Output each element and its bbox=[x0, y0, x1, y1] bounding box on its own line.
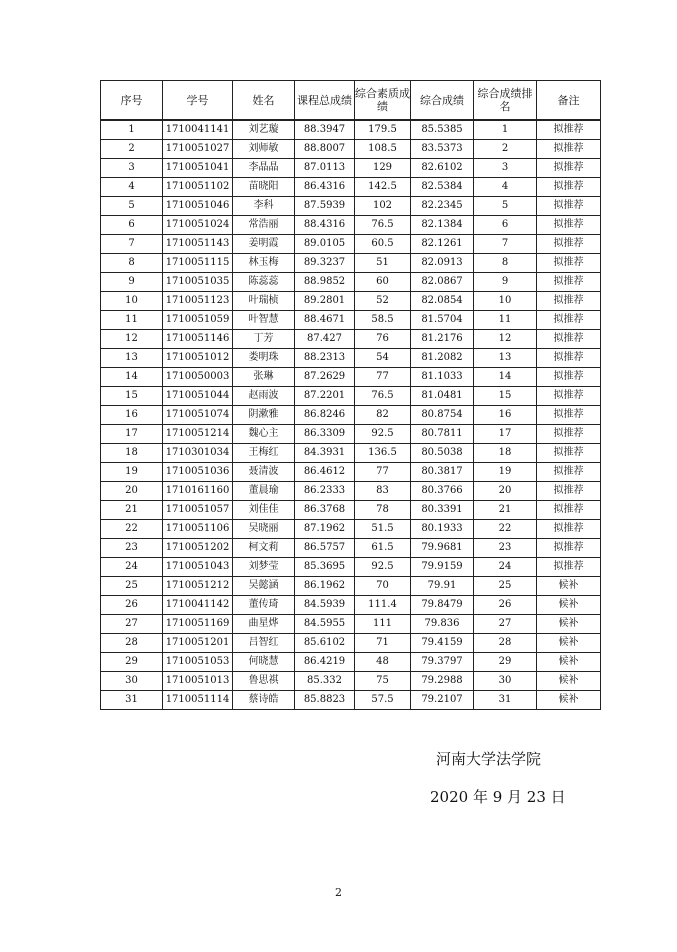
ranking-table bbox=[100, 80, 601, 710]
cell-name: 陈蕊蕊 bbox=[233, 273, 295, 292]
table-row bbox=[101, 406, 601, 425]
cell-serial: 16 bbox=[101, 406, 163, 425]
cell-serial: 31 bbox=[101, 691, 163, 710]
cell-name: 刘梦莹 bbox=[233, 558, 295, 577]
cell-name: 王梅红 bbox=[233, 444, 295, 463]
cell-remarks: 拟推荐 bbox=[537, 120, 601, 140]
cell-remarks: 拟推荐 bbox=[537, 368, 601, 387]
table-row bbox=[101, 387, 601, 406]
cell-student-id: 1710041141 bbox=[163, 120, 233, 140]
table-row bbox=[101, 235, 601, 254]
table-row bbox=[101, 596, 601, 615]
cell-composite-rank: 23 bbox=[474, 539, 537, 558]
cell-composite-rank: 2 bbox=[474, 140, 537, 159]
cell-quality-score: 60.5 bbox=[355, 235, 411, 254]
cell-course-score: 88.3947 bbox=[295, 120, 355, 140]
cell-serial: 7 bbox=[101, 235, 163, 254]
cell-student-id: 1710051106 bbox=[163, 520, 233, 539]
cell-student-id: 1710051013 bbox=[163, 672, 233, 691]
cell-course-score: 86.5757 bbox=[295, 539, 355, 558]
cell-name: 董传琦 bbox=[233, 596, 295, 615]
cell-remarks: 候补 bbox=[537, 634, 601, 653]
cell-name: 吕智红 bbox=[233, 634, 295, 653]
cell-course-score: 84.3931 bbox=[295, 444, 355, 463]
cell-course-score: 86.4219 bbox=[295, 653, 355, 672]
cell-quality-score: 76.5 bbox=[355, 387, 411, 406]
cell-name: 张琳 bbox=[233, 368, 295, 387]
cell-student-id: 1710050003 bbox=[163, 368, 233, 387]
cell-remarks: 拟推荐 bbox=[537, 178, 601, 197]
cell-name: 赵雨波 bbox=[233, 387, 295, 406]
cell-composite-score: 81.0481 bbox=[411, 387, 474, 406]
cell-course-score: 88.2313 bbox=[295, 349, 355, 368]
cell-serial: 29 bbox=[101, 653, 163, 672]
cell-student-id: 1710051044 bbox=[163, 387, 233, 406]
cell-name: 李科 bbox=[233, 197, 295, 216]
cell-remarks: 候补 bbox=[537, 577, 601, 596]
cell-composite-score: 79.836 bbox=[411, 615, 474, 634]
cell-serial: 19 bbox=[101, 463, 163, 482]
cell-remarks: 拟推荐 bbox=[537, 273, 601, 292]
cell-course-score: 87.427 bbox=[295, 330, 355, 349]
cell-composite-rank: 4 bbox=[474, 178, 537, 197]
cell-name: 柯文莉 bbox=[233, 539, 295, 558]
cell-course-score: 86.3309 bbox=[295, 425, 355, 444]
cell-course-score: 86.8246 bbox=[295, 406, 355, 425]
cell-composite-rank: 3 bbox=[474, 159, 537, 178]
cell-name: 吴晓丽 bbox=[233, 520, 295, 539]
table-row bbox=[101, 311, 601, 330]
cell-course-score: 85.3695 bbox=[295, 558, 355, 577]
cell-remarks: 拟推荐 bbox=[537, 197, 601, 216]
table-row bbox=[101, 330, 601, 349]
cell-serial: 1 bbox=[101, 120, 163, 140]
cell-quality-score: 102 bbox=[355, 197, 411, 216]
cell-composite-score: 80.3391 bbox=[411, 501, 474, 520]
cell-quality-score: 71 bbox=[355, 634, 411, 653]
cell-student-id: 1710051214 bbox=[163, 425, 233, 444]
page-number: 2 bbox=[335, 886, 342, 899]
cell-composite-rank: 16 bbox=[474, 406, 537, 425]
cell-name: 李晶晶 bbox=[233, 159, 295, 178]
cell-remarks: 拟推荐 bbox=[537, 501, 601, 520]
cell-name: 鲁思祺 bbox=[233, 672, 295, 691]
cell-quality-score: 61.5 bbox=[355, 539, 411, 558]
cell-composite-rank: 10 bbox=[474, 292, 537, 311]
cell-composite-score: 80.8754 bbox=[411, 406, 474, 425]
cell-composite-rank: 28 bbox=[474, 634, 537, 653]
cell-serial: 12 bbox=[101, 330, 163, 349]
cell-quality-score: 111.4 bbox=[355, 596, 411, 615]
cell-serial: 25 bbox=[101, 577, 163, 596]
cell-composite-score: 82.6102 bbox=[411, 159, 474, 178]
cell-course-score: 87.2201 bbox=[295, 387, 355, 406]
cell-name: 刘佳佳 bbox=[233, 501, 295, 520]
cell-name: 刘艺璇 bbox=[233, 120, 295, 140]
cell-quality-score: 70 bbox=[355, 577, 411, 596]
table-row bbox=[101, 292, 601, 311]
cell-course-score: 86.2333 bbox=[295, 482, 355, 501]
cell-student-id: 1710051143 bbox=[163, 235, 233, 254]
cell-remarks: 拟推荐 bbox=[537, 520, 601, 539]
cell-remarks: 候补 bbox=[537, 596, 601, 615]
header-remarks: 备注 bbox=[537, 81, 601, 121]
cell-composite-rank: 19 bbox=[474, 463, 537, 482]
header-course-score: 课程总成绩 bbox=[295, 81, 355, 121]
cell-serial: 18 bbox=[101, 444, 163, 463]
cell-composite-score: 80.3817 bbox=[411, 463, 474, 482]
cell-serial: 2 bbox=[101, 140, 163, 159]
cell-name: 董晨瑜 bbox=[233, 482, 295, 501]
cell-composite-rank: 17 bbox=[474, 425, 537, 444]
table-row bbox=[101, 672, 601, 691]
cell-name: 吴懿涵 bbox=[233, 577, 295, 596]
cell-course-score: 87.2629 bbox=[295, 368, 355, 387]
cell-course-score: 87.1962 bbox=[295, 520, 355, 539]
cell-remarks: 拟推荐 bbox=[537, 159, 601, 178]
cell-name: 聂清波 bbox=[233, 463, 295, 482]
cell-quality-score: 77 bbox=[355, 368, 411, 387]
cell-remarks: 拟推荐 bbox=[537, 292, 601, 311]
cell-name: 刘师敏 bbox=[233, 140, 295, 159]
cell-remarks: 拟推荐 bbox=[537, 349, 601, 368]
cell-student-id: 1710051202 bbox=[163, 539, 233, 558]
cell-composite-score: 82.1384 bbox=[411, 216, 474, 235]
table-row bbox=[101, 463, 601, 482]
cell-remarks: 拟推荐 bbox=[537, 235, 601, 254]
cell-student-id: 1710051053 bbox=[163, 653, 233, 672]
cell-student-id: 1710051115 bbox=[163, 254, 233, 273]
cell-composite-rank: 21 bbox=[474, 501, 537, 520]
cell-course-score: 89.0105 bbox=[295, 235, 355, 254]
cell-remarks: 候补 bbox=[537, 653, 601, 672]
cell-student-id: 1710051059 bbox=[163, 311, 233, 330]
table-row bbox=[101, 577, 601, 596]
cell-composite-score: 79.2988 bbox=[411, 672, 474, 691]
cell-serial: 8 bbox=[101, 254, 163, 273]
cell-serial: 11 bbox=[101, 311, 163, 330]
cell-course-score: 86.4316 bbox=[295, 178, 355, 197]
cell-student-id: 1710051027 bbox=[163, 140, 233, 159]
cell-composite-rank: 18 bbox=[474, 444, 537, 463]
cell-composite-rank: 1 bbox=[474, 120, 537, 140]
cell-remarks: 候补 bbox=[537, 615, 601, 634]
cell-student-id: 1710051146 bbox=[163, 330, 233, 349]
cell-serial: 5 bbox=[101, 197, 163, 216]
cell-composite-score: 81.5704 bbox=[411, 311, 474, 330]
cell-remarks: 拟推荐 bbox=[537, 539, 601, 558]
cell-serial: 20 bbox=[101, 482, 163, 501]
cell-composite-score: 79.4159 bbox=[411, 634, 474, 653]
cell-composite-score: 79.91 bbox=[411, 577, 474, 596]
cell-composite-rank: 25 bbox=[474, 577, 537, 596]
cell-serial: 10 bbox=[101, 292, 163, 311]
cell-serial: 26 bbox=[101, 596, 163, 615]
cell-composite-score: 82.5384 bbox=[411, 178, 474, 197]
cell-serial: 9 bbox=[101, 273, 163, 292]
header-composite-rank: 综合成绩排名 bbox=[474, 81, 537, 121]
cell-name: 何晓慧 bbox=[233, 653, 295, 672]
cell-quality-score: 129 bbox=[355, 159, 411, 178]
table-row bbox=[101, 368, 601, 387]
cell-student-id: 1710051114 bbox=[163, 691, 233, 710]
cell-remarks: 拟推荐 bbox=[537, 482, 601, 501]
cell-course-score: 84.5955 bbox=[295, 615, 355, 634]
table-row bbox=[101, 254, 601, 273]
table-row bbox=[101, 120, 601, 140]
cell-composite-score: 80.5038 bbox=[411, 444, 474, 463]
cell-student-id: 1710301034 bbox=[163, 444, 233, 463]
cell-quality-score: 92.5 bbox=[355, 558, 411, 577]
cell-composite-rank: 14 bbox=[474, 368, 537, 387]
cell-student-id: 1710051074 bbox=[163, 406, 233, 425]
cell-name: 林玉梅 bbox=[233, 254, 295, 273]
organization-name: 河南大学法学院 bbox=[436, 750, 542, 768]
table-row bbox=[101, 558, 601, 577]
cell-composite-score: 80.1933 bbox=[411, 520, 474, 539]
cell-course-score: 85.6102 bbox=[295, 634, 355, 653]
cell-name: 姜明霞 bbox=[233, 235, 295, 254]
table-row bbox=[101, 539, 601, 558]
cell-composite-score: 82.0867 bbox=[411, 273, 474, 292]
cell-composite-rank: 15 bbox=[474, 387, 537, 406]
cell-remarks: 拟推荐 bbox=[537, 140, 601, 159]
cell-serial: 6 bbox=[101, 216, 163, 235]
cell-serial: 24 bbox=[101, 558, 163, 577]
table-row bbox=[101, 520, 601, 539]
cell-quality-score: 76.5 bbox=[355, 216, 411, 235]
table-row bbox=[101, 691, 601, 710]
cell-student-id: 1710051201 bbox=[163, 634, 233, 653]
cell-composite-rank: 22 bbox=[474, 520, 537, 539]
cell-student-id: 1710161160 bbox=[163, 482, 233, 501]
cell-remarks: 拟推荐 bbox=[537, 216, 601, 235]
cell-quality-score: 54 bbox=[355, 349, 411, 368]
table-header-row bbox=[101, 81, 601, 121]
cell-composite-score: 79.3797 bbox=[411, 653, 474, 672]
cell-remarks: 候补 bbox=[537, 672, 601, 691]
cell-student-id: 1710051043 bbox=[163, 558, 233, 577]
cell-course-score: 87.0113 bbox=[295, 159, 355, 178]
cell-serial: 27 bbox=[101, 615, 163, 634]
table-row bbox=[101, 425, 601, 444]
cell-remarks: 拟推荐 bbox=[537, 311, 601, 330]
cell-composite-rank: 29 bbox=[474, 653, 537, 672]
cell-student-id: 1710041142 bbox=[163, 596, 233, 615]
cell-student-id: 1710051102 bbox=[163, 178, 233, 197]
cell-remarks: 拟推荐 bbox=[537, 406, 601, 425]
cell-composite-rank: 11 bbox=[474, 311, 537, 330]
cell-composite-rank: 24 bbox=[474, 558, 537, 577]
cell-remarks: 拟推荐 bbox=[537, 444, 601, 463]
cell-quality-score: 108.5 bbox=[355, 140, 411, 159]
cell-serial: 23 bbox=[101, 539, 163, 558]
table-row bbox=[101, 140, 601, 159]
header-serial: 序号 bbox=[101, 81, 163, 121]
cell-quality-score: 58.5 bbox=[355, 311, 411, 330]
cell-remarks: 拟推荐 bbox=[537, 558, 601, 577]
table-body bbox=[101, 120, 601, 710]
cell-course-score: 86.3768 bbox=[295, 501, 355, 520]
cell-composite-score: 80.7811 bbox=[411, 425, 474, 444]
cell-serial: 15 bbox=[101, 387, 163, 406]
cell-course-score: 88.4316 bbox=[295, 216, 355, 235]
table-row bbox=[101, 159, 601, 178]
cell-composite-rank: 5 bbox=[474, 197, 537, 216]
table-row bbox=[101, 653, 601, 672]
cell-quality-score: 142.5 bbox=[355, 178, 411, 197]
cell-student-id: 1710051046 bbox=[163, 197, 233, 216]
cell-quality-score: 75 bbox=[355, 672, 411, 691]
cell-quality-score: 76 bbox=[355, 330, 411, 349]
table-row bbox=[101, 501, 601, 520]
cell-student-id: 1710051041 bbox=[163, 159, 233, 178]
cell-quality-score: 48 bbox=[355, 653, 411, 672]
cell-composite-rank: 7 bbox=[474, 235, 537, 254]
cell-quality-score: 78 bbox=[355, 501, 411, 520]
cell-course-score: 88.4671 bbox=[295, 311, 355, 330]
cell-remarks: 拟推荐 bbox=[537, 330, 601, 349]
cell-course-score: 85.332 bbox=[295, 672, 355, 691]
header-student-id: 学号 bbox=[163, 81, 233, 121]
cell-course-score: 85.8823 bbox=[295, 691, 355, 710]
cell-composite-rank: 6 bbox=[474, 216, 537, 235]
cell-student-id: 1710051169 bbox=[163, 615, 233, 634]
cell-serial: 17 bbox=[101, 425, 163, 444]
cell-composite-score: 82.0854 bbox=[411, 292, 474, 311]
cell-serial: 22 bbox=[101, 520, 163, 539]
cell-quality-score: 51 bbox=[355, 254, 411, 273]
cell-quality-score: 136.5 bbox=[355, 444, 411, 463]
cell-quality-score: 57.5 bbox=[355, 691, 411, 710]
cell-composite-score: 82.1261 bbox=[411, 235, 474, 254]
cell-remarks: 候补 bbox=[537, 691, 601, 710]
cell-name: 叶智慧 bbox=[233, 311, 295, 330]
cell-name: 苗晓阳 bbox=[233, 178, 295, 197]
cell-serial: 14 bbox=[101, 368, 163, 387]
cell-composite-score: 79.2107 bbox=[411, 691, 474, 710]
cell-composite-score: 85.5385 bbox=[411, 120, 474, 140]
cell-name: 魏心主 bbox=[233, 425, 295, 444]
cell-composite-rank: 13 bbox=[474, 349, 537, 368]
cell-name: 丁芳 bbox=[233, 330, 295, 349]
cell-remarks: 拟推荐 bbox=[537, 425, 601, 444]
cell-name: 常浩丽 bbox=[233, 216, 295, 235]
cell-composite-score: 79.8479 bbox=[411, 596, 474, 615]
cell-course-score: 88.8007 bbox=[295, 140, 355, 159]
cell-quality-score: 60 bbox=[355, 273, 411, 292]
cell-composite-rank: 12 bbox=[474, 330, 537, 349]
table-row bbox=[101, 349, 601, 368]
header-composite-score: 综合成绩 bbox=[411, 81, 474, 121]
cell-course-score: 86.1962 bbox=[295, 577, 355, 596]
table-row bbox=[101, 197, 601, 216]
cell-serial: 30 bbox=[101, 672, 163, 691]
table-row bbox=[101, 634, 601, 653]
table-row bbox=[101, 444, 601, 463]
cell-composite-rank: 9 bbox=[474, 273, 537, 292]
cell-name: 叶瑞桢 bbox=[233, 292, 295, 311]
document-date: 2020 年 9 月 23 日 bbox=[430, 788, 566, 806]
cell-quality-score: 83 bbox=[355, 482, 411, 501]
cell-student-id: 1710051123 bbox=[163, 292, 233, 311]
cell-composite-score: 82.0913 bbox=[411, 254, 474, 273]
header-name: 姓名 bbox=[233, 81, 295, 121]
cell-quality-score: 52 bbox=[355, 292, 411, 311]
cell-serial: 21 bbox=[101, 501, 163, 520]
cell-remarks: 拟推荐 bbox=[537, 254, 601, 273]
table-row bbox=[101, 216, 601, 235]
cell-serial: 13 bbox=[101, 349, 163, 368]
cell-quality-score: 92.5 bbox=[355, 425, 411, 444]
cell-composite-score: 82.2345 bbox=[411, 197, 474, 216]
cell-composite-rank: 20 bbox=[474, 482, 537, 501]
header-quality-score: 综合素质成绩 bbox=[355, 81, 411, 121]
cell-course-score: 88.9852 bbox=[295, 273, 355, 292]
cell-composite-rank: 31 bbox=[474, 691, 537, 710]
cell-student-id: 1710051057 bbox=[163, 501, 233, 520]
cell-composite-score: 80.3766 bbox=[411, 482, 474, 501]
cell-course-score: 87.5939 bbox=[295, 197, 355, 216]
cell-serial: 3 bbox=[101, 159, 163, 178]
cell-composite-rank: 27 bbox=[474, 615, 537, 634]
cell-serial: 28 bbox=[101, 634, 163, 653]
cell-composite-rank: 30 bbox=[474, 672, 537, 691]
cell-serial: 4 bbox=[101, 178, 163, 197]
cell-name: 娄明珠 bbox=[233, 349, 295, 368]
cell-student-id: 1710051012 bbox=[163, 349, 233, 368]
table-row bbox=[101, 615, 601, 634]
cell-composite-score: 81.2176 bbox=[411, 330, 474, 349]
cell-course-score: 84.5939 bbox=[295, 596, 355, 615]
cell-composite-score: 81.1033 bbox=[411, 368, 474, 387]
cell-student-id: 1710051036 bbox=[163, 463, 233, 482]
cell-name: 曲星烨 bbox=[233, 615, 295, 634]
cell-quality-score: 111 bbox=[355, 615, 411, 634]
cell-quality-score: 179.5 bbox=[355, 120, 411, 140]
cell-student-id: 1710051024 bbox=[163, 216, 233, 235]
cell-remarks: 拟推荐 bbox=[537, 387, 601, 406]
cell-composite-score: 83.5373 bbox=[411, 140, 474, 159]
cell-name: 阴漱雅 bbox=[233, 406, 295, 425]
cell-student-id: 1710051035 bbox=[163, 273, 233, 292]
cell-composite-score: 79.9159 bbox=[411, 558, 474, 577]
cell-course-score: 86.4612 bbox=[295, 463, 355, 482]
cell-student-id: 1710051212 bbox=[163, 577, 233, 596]
cell-remarks: 拟推荐 bbox=[537, 463, 601, 482]
cell-course-score: 89.2801 bbox=[295, 292, 355, 311]
cell-composite-rank: 26 bbox=[474, 596, 537, 615]
table-row bbox=[101, 273, 601, 292]
table-row bbox=[101, 482, 601, 501]
cell-name: 蔡诗皓 bbox=[233, 691, 295, 710]
cell-composite-rank: 8 bbox=[474, 254, 537, 273]
table-row bbox=[101, 178, 601, 197]
cell-course-score: 89.3237 bbox=[295, 254, 355, 273]
cell-quality-score: 82 bbox=[355, 406, 411, 425]
cell-quality-score: 51.5 bbox=[355, 520, 411, 539]
cell-composite-score: 81.2082 bbox=[411, 349, 474, 368]
cell-composite-score: 79.9681 bbox=[411, 539, 474, 558]
cell-quality-score: 77 bbox=[355, 463, 411, 482]
